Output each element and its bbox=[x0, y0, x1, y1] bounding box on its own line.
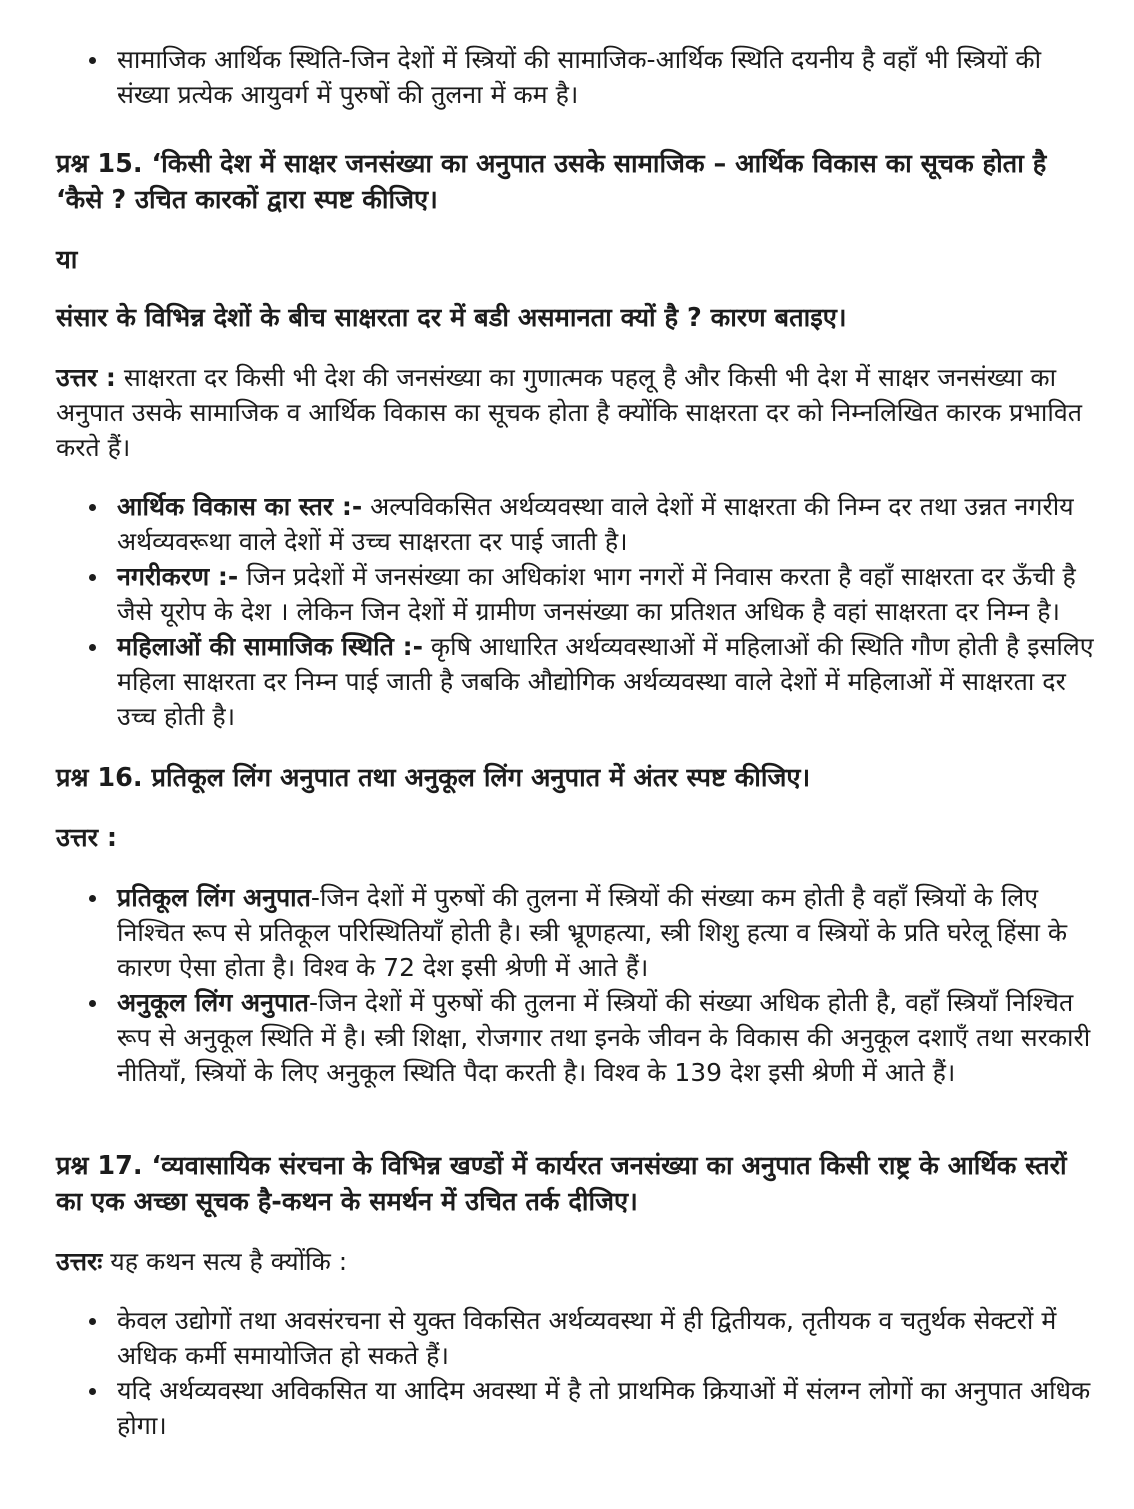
answer-17-paragraph bbox=[56, 1244, 1094, 1279]
list-item bbox=[117, 985, 1094, 1090]
list-item bbox=[117, 559, 1094, 629]
list-item bbox=[117, 1373, 1094, 1443]
or-separator: या bbox=[56, 245, 78, 275]
bullet-text: जिन प्रदेशों में जनसंख्या का अधिकांश भाग नगरों में निवास करता है वहाँ साक्षरता दर ऊँची है जैसे यूरोप के देश । लेकिन जिन देशों में ग्रामीण जनसंख्या का प्रतिशत अधिक है वहां साक्षरता दर निम्न है। bbox=[117, 562, 1076, 626]
bullet-text: -जिन देशों में पुरुषों की तुलना में स्त्रियों की संख्या कम होती है वहाँ स्त्रियों के लिए निश्चित रूप से प्रतिकूल परिस्थितियाँ होती है। स्त्री भ्रूणहत्या, स्त्री शिशु हत्या व स्त्रियों के प्रति घरेलू हिंसा के कारण ऐसा होता है। विश्व के 72 देश इसी श्रेणी में आते हैं। bbox=[117, 883, 1068, 982]
list-item bbox=[117, 880, 1094, 985]
bullet-text: अल्पविकसित अर्थव्यवस्था वाले देशों में साक्षरता की निम्न दर तथा उन्नत नगरीय अर्थव्यवरूथा वाले देशों में उच्च साक्षरता दर पाई जाती है। bbox=[117, 492, 1074, 556]
bullet-heading: महिलाओं की सामाजिक स्थिति :- bbox=[117, 632, 423, 661]
list-item bbox=[117, 489, 1094, 559]
question-16: प्रश्न 16. प्रतिकूल लिंग अनुपात तथा अनुकूल लिंग अनुपात में अंतर स्पष्ट कीजिए। bbox=[56, 763, 811, 793]
list-item bbox=[117, 42, 1094, 112]
bullet-heading: अनुकूल लिंग अनुपात bbox=[117, 988, 309, 1017]
question-17: प्रश्न 17. ‘व्यवासायिक संरचना के विभिन्न खण्डों में कार्यरत जनसंख्या का अनुपात किसी राष्ट्र के आर्थिक स्तरों का एक अच्छा सूचक है-कथन के समर्थन में उचित तर्क दीजिए। bbox=[56, 1151, 1067, 1217]
bullet-text: कृषि आधारित अर्थव्यवस्थाओं में महिलाओं की स्थिति गौण होती है इसलिए महिला साक्षरता दर निम्न पाई जाती है जबकि औद्योगिक अर्थव्यवस्था वाले देशों में महिलाओं में साक्षरता दर उच्च होती है। bbox=[117, 632, 1094, 731]
bullet-heading: आर्थिक विकास का स्तर :- bbox=[117, 492, 363, 521]
list-item bbox=[117, 1303, 1094, 1373]
list-item bbox=[117, 629, 1094, 734]
intro-bullet-text: सामाजिक आर्थिक स्थिति-जिन देशों में स्त्रियों की सामाजिक-आर्थिक स्थिति दयनीय है वहाँ भी स्त्रियों की संख्या प्रत्येक आयुवर्ग में पुरुषों की तुलना में कम है। bbox=[117, 45, 1042, 109]
answer-15-list bbox=[56, 489, 1094, 734]
question-15: प्रश्न 15. ‘किसी देश में साक्षर जनसंख्या का अनुपात उसके सामाजिक – आर्थिक विकास का सूचक होता है ‘कैसे ? उचित कारकों द्वारा स्पष्ट कीजिए। bbox=[56, 149, 1047, 215]
bullet-text: -जिन देशों में पुरुषों की तुलना में स्त्रियों की संख्या अधिक होती है, वहाँ स्त्रियाँ निश्चित रूप से अनुकूल स्थिति में है। स्त्री शिक्षा, रोजगार तथा इनके जीवन के विकास की अनुकूल दशाएँ तथा सरकारी नीतियाँ, स्त्रियों के लिए अनुकूल स्थिति पैदा करती है। विश्व के 139 देश इसी श्रेणी में आते हैं। bbox=[117, 988, 1091, 1087]
answer-16-list bbox=[56, 880, 1094, 1090]
bullet-text: केवल उद्योगों तथा अवसंरचना से युक्त विकसित अर्थव्यवस्था में ही द्वितीयक, तृतीयक व चतुर्थक सेक्टरों में अधिक कर्मी समायोजित हो सकते हैं। bbox=[117, 1306, 1057, 1370]
bullet-heading: प्रतिकूल लिंग अनुपात bbox=[117, 883, 311, 912]
answer-17-list bbox=[56, 1303, 1094, 1443]
answer-15-paragraph bbox=[56, 360, 1094, 465]
bullet-heading: नगरीकरण :- bbox=[117, 562, 239, 591]
answer-16-label: उत्तर : bbox=[56, 823, 118, 853]
answer-15-text: साक्षरता दर किसी भी देश की जनसंख्या का गुणात्मक पहलू है और किसी भी देश में साक्षर जनसंख्या का अनुपात उसके सामाजिक व आर्थिक विकास का सूचक होता है क्योंकि साक्षरता दर को निम्नलिखित कारक प्रभावित करते हैं। bbox=[56, 363, 1083, 462]
intro-list bbox=[56, 42, 1094, 112]
question-15-alt: संसार के विभिन्न देशों के बीच साक्षरता दर में बडी असमानता क्यों है ? कारण बताइए। bbox=[56, 303, 847, 333]
answer-label: उत्तरः bbox=[56, 1247, 103, 1276]
answer-label: उत्तर : bbox=[56, 363, 116, 392]
bullet-text: यदि अर्थव्यवस्था अविकसित या आदिम अवस्था में है तो प्राथमिक क्रियाओं में संलग्न लोगों का अनुपात अधिक होगा। bbox=[117, 1376, 1091, 1440]
answer-17-text: यह कथन सत्य है क्योंकि : bbox=[110, 1247, 348, 1276]
